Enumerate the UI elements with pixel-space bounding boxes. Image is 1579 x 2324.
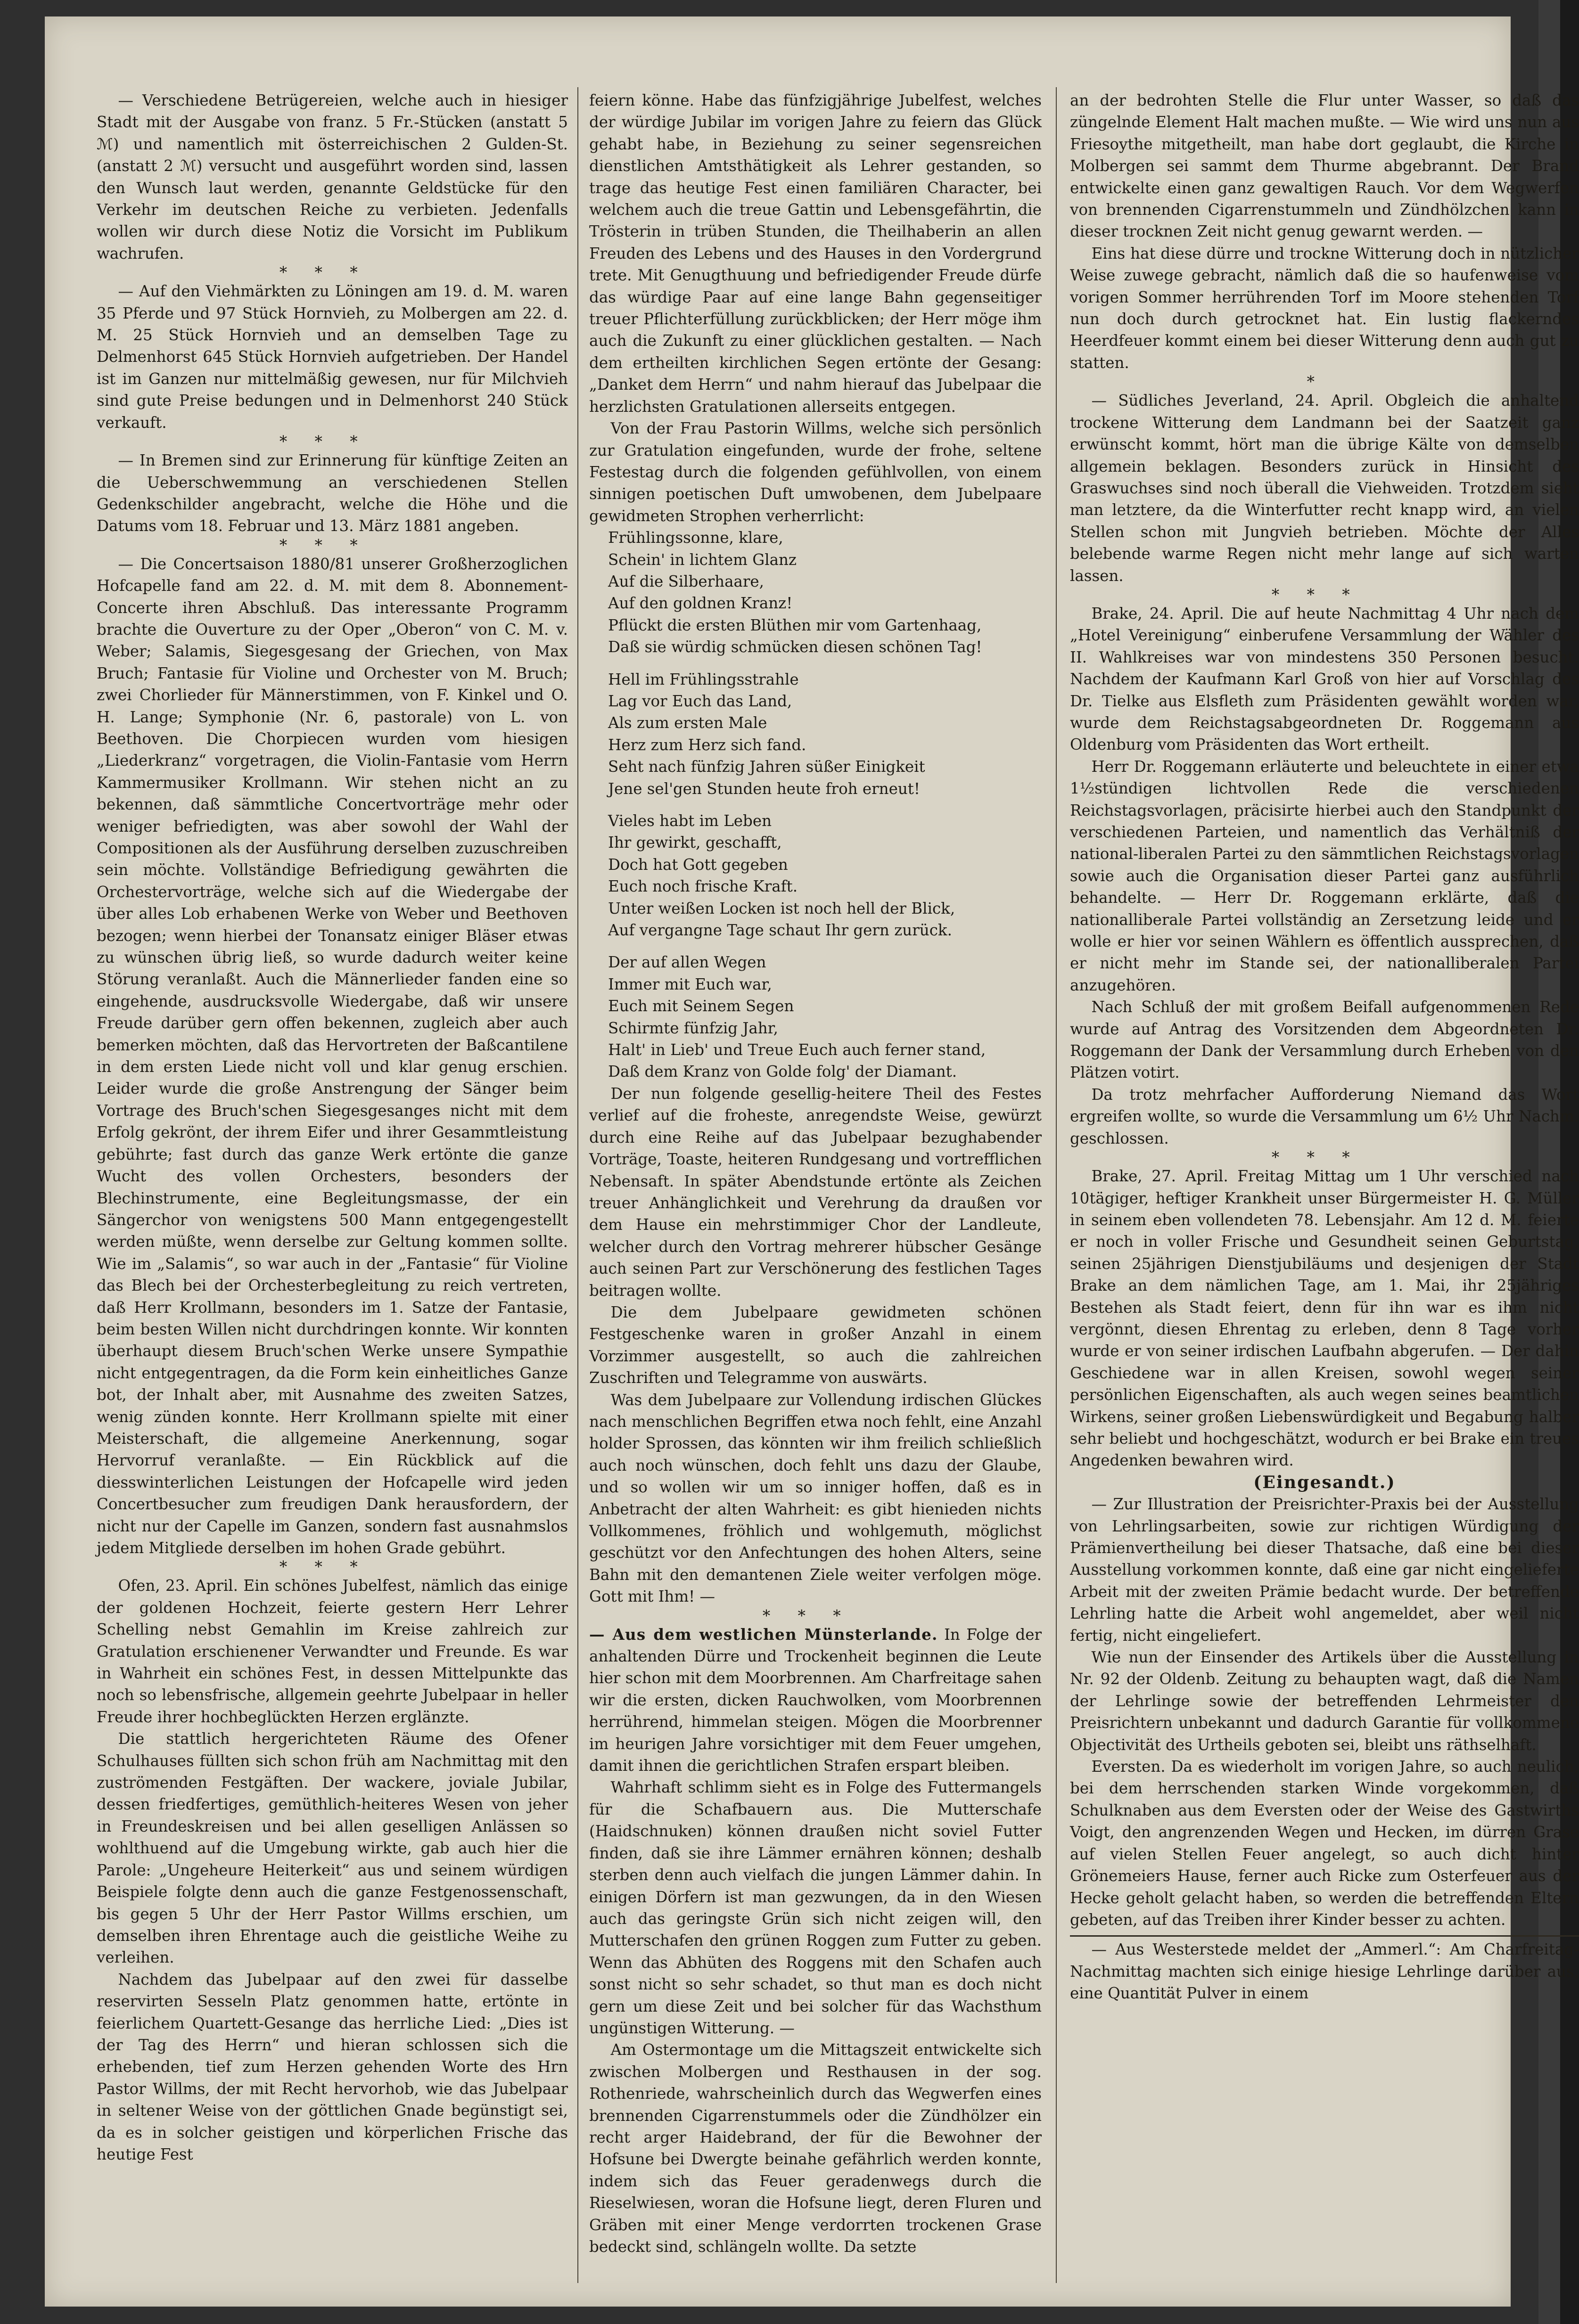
column-1 xyxy=(97,90,568,2165)
article-westerstede: — Aus Westerstede meldet der „Ammerl.“: Am Charfreitag-Nachmittag machten sich einige hiesige Lehrlinge darüber aus, eine Quantität Pulver in einem xyxy=(1070,1940,1579,2003)
article-ofen-geschenke: Die dem Jubelpaare gewidmeten schönen Festgeschenke waren in großer Anzahl in einem Vorzimmer ausgestellt, so auch die zahlreichen Zuschriften und Telegramme von auswärts. xyxy=(589,1303,1042,1387)
article-brake-versammlung: Brake, 24. April. Die auf heute Nachmittag 4 Uhr nach dem „Hotel Vereinigung“ einberufene Versammlung der Wähler des II. Wahlkreises war von mindestens 350 Personen besucht. Nachdem der Kaufmann Karl Groß von hier auf Vorschlag des Dr. Tielke aus Elsfleth zum Präsidenten gewählt worden war, wurde dem Reichstagsabgeordneten Dr. Roggemann aus Oldenburg vom Präsidenten das Wort ertheilt. xyxy=(1070,604,1579,754)
poem-line: Seht nach fünfzig Jahren süßer Einigkeit xyxy=(608,758,925,776)
poem-line: Auf die Silberhaare, xyxy=(608,572,764,590)
section-separator: * xyxy=(1307,373,1342,391)
poem-line: Lag vor Euch das Land, xyxy=(608,692,792,710)
poem-line: Vieles habt im Leben xyxy=(608,812,772,830)
poem-line: Unter weißen Locken ist noch hell der Blick, xyxy=(608,899,955,917)
poem-line: Frühlingssonne, klare, xyxy=(608,529,783,547)
article-eingesandt-p2: Wie nun der Einsender des Artikels über die Ausstellung in Nr. 92 der Oldenb. Zeitung zu behaupten wagt, daß die Namen der Lehrlinge sowie der betreffenden Lehrmeister den Preisrichtern unbekannt und dadurch Garantie für vollkommene Objectivität des Urtheils geboten sei, bleibt uns räthselhaft. xyxy=(1070,1648,1579,1754)
poem-stanza-gap xyxy=(608,800,1042,810)
column-3 xyxy=(1070,90,1579,2295)
section-separator: *​** xyxy=(279,263,386,282)
poem-line: Ihr gewirkt, geschafft, xyxy=(608,834,782,852)
column-rule-1 xyxy=(577,87,578,2283)
poem-line: Als zum ersten Male xyxy=(608,714,767,732)
article-bremen: — In Bremen sind zur Erinnerung für künftige Zeiten an die Ueberschwemmung an verschiedenen Stellen Gedenkschilder angebracht, welche die Höhe und die Datums vom 18. Februar und 13. März 1881 angeben. xyxy=(97,451,568,535)
poem-stanza-gap xyxy=(608,941,1042,951)
article-brake-rede: Herr Dr. Roggemann erläuterte und beleuchtete in einer etwa 1½stündigen lichtvollen Rede die verschiedenen Reichstagsvorlagen, präcisirte hierbei auch den Standpunkt der verschiedenen Parteien, und namentlich das Verhältniß der national-liberalen Partei zu den sämmtlichen Reichstagsvorlagen sowie auch die Organisation dieser Partei ganz ausführlich behandelte. — Herr Dr. Roggemann erklärte, daß die nationalliberale Partei vollständig an Zersetzung leide und er wolle er hier vor seinen Wählern es öffentlich aussprechen, daß er nicht mehr im Stande sei, der nationalliberalen Partei anzugehören. xyxy=(1070,757,1579,994)
poem-line: Doch hat Gott gegeben xyxy=(608,855,788,874)
poem-line: Immer mit Euch war, xyxy=(608,975,772,993)
article-brake-buergermeister: Brake, 27. April. Freitag Mittag um 1 Uhr verschied nach 10tägiger, heftiger Krankheit unser Bürgermeister H. G. Müller in seinem eben vollendeten 78. Lebensjahr. Am 12 d. M. feierte er noch in voller Frische und Gesundheit seinen Geburtstag, seinen 25jährigen Dienstjubiläums und desjenigen der Stadt Brake an dem nämlichen Tage, am 1. Mai, ihr 25jähriges Bestehen als Stadt feiert, denn für ihn war es ihm nicht vergönnt, diesen Ehrentag zu erleben, denn 8 Tage vorher wurde er von seiner irdischen Laufbahn abgerufen. — Der dahin Geschiedene war in allen Kreisen, sowohl wegen seiner persönlichen Eigenschaften, als auch wegen seines beamtlichen Wirkens, seiner großen Liebenswürdigkeit und Begabung halber sehr beliebt und hochgeschätzt, wodurch er bei Brake ein treues Angedenken bewahren wird. xyxy=(1070,1167,1579,1470)
poem-line: Der auf allen Wegen xyxy=(608,953,766,972)
section-separator: *​** xyxy=(1271,1148,1378,1167)
article-ofen-p2: Die stattlich hergerichteten Räume des Ofener Schulhauses füllten sich schon früh am Nachmittag mit den zuströmenden Festgäften. Der wackere, joviale Jubilar, dessen friedfertiges, gemüthlich-heiteres Wesen von jeher in Freundeskreisen und bei allen geselligen Anlässen so wohlthuend auf die Umgebung wirkte, gab auch hier die Parole: „Ungeheure Heiterkeit“ aus und seinem würdigen Beispiele folgte denn auch die ganze Festgenossenschaft, bis gegen 5 Uhr der Herr Pastor Willms erschien, um demselben ihren Ehrentage auch die geistliche Weihe zu verleihen. xyxy=(97,1730,568,1967)
article-ofen-p3: Nachdem das Jubelpaar auf den zwei für dasselbe reservirten Sesseln Platz genommen hatte, ertönte in feierlichem Quartett-Gesange das herrliche Lied: „Dies ist der Tag des Herrn“ und hieran schlossen sich die erhebenden, tief zum Herzen gehenden Worte des Hrn Pastor Willms, der mit Recht hervorhob, wie das Jubelpaar in seltener Weise von der göttlichen Gnade begünstigt sei, da es in solcher geistigen und körperlichen Frische das heutige Fest xyxy=(97,1970,568,2163)
article-muensterland-text: In Folge der anhaltenden Dürre und Trockenheit beginnen die Leute hier schon mit dem Moorbrennen. Am Charfreitage sahen wir die ersten, dicken Rauchwolken, vom Moorbrennen herrührend, himmelan steigen. Mögen die Moorbrenner im heurigen Jahre vorsichtiger mit dem Feuer umgehen, damit ihnen die gerichtlichen Strafen erspart bleiben. xyxy=(589,1625,1042,1775)
poem-line: Daß dem Kranz von Golde folg' der Diamant. xyxy=(608,1063,957,1081)
article-eingesandt: — Zur Illustration der Preisrichter-Praxis bei der Ausstellung von Lehrlingsarbeiten, sowie zur richtigen Würdigung der Prämienvertheilung bei dieser Thatsache, daß eine bei dieser Ausstellung vorkommen konnte, daß eine gar nicht eingelieferte Arbeit mit der zweiten Prämie bedacht wurde. Der betreffende Lehrling hatte die Arbeit wohl angemeldet, aber weil nicht fertig, nicht eingeliefert. xyxy=(1070,1495,1579,1645)
poem-line: Jene sel'gen Stunden heute froh erneut! xyxy=(608,779,920,798)
poem-stanza-gap xyxy=(608,658,1042,669)
section-separator: *​** xyxy=(279,536,386,554)
poem-line: Auf den goldnen Kranz! xyxy=(608,594,793,613)
column-2 xyxy=(589,90,1042,2258)
article-viehmaerkte: — Auf den Viehmärkten zu Löningen am 19. d. M. waren 35 Pferde und 97 Stück Hornvieh, zu Molbergen am 22. d. M. 25 Stück Hornvieh und an demselben Tage zu Delmenhorst 645 Stück Hornvieh aufgetrieben. Der Handel ist im Ganzen nur mittelmäßig gewesen, nur für Milchvieh sind gute Preise bedungen und in Delmenhorst 240 Stück verkauft. xyxy=(97,282,568,432)
poem-strophes xyxy=(589,527,1042,1083)
section-separator: *​** xyxy=(1271,585,1378,604)
poem-line: Pflückt die ersten Blüthen mir vom Gartenhaag, xyxy=(608,616,982,634)
article-eversten: Eversten. Da es wiederholt im vorigen Jahre, so auch neulich, bei dem herrschenden starken Winde vorgekommen, daß Schulknaben aus dem Eversten oder der Weise des Gastwirths Voigt, den angrenzenden Wegen und Hecken, im dürren Grase auf vielen Stellen Feuer angelegt, so auch dicht hinter Grönemeiers Hause, ferner auch Ricke zum Osterfeuer aus der Hecke geholt gelacht haben, so werden die betreffenden Eltern gebeten, auf das Treiben ihrer Kinder besser zu achten. xyxy=(1070,1758,1579,1929)
article-brand-continued: an der bedrohten Stelle die Flur unter Wasser, so daß das züngelnde Element Halt machen mußte. — Wie wird uns nun aus Friesoythe mitgetheilt, man habe dort geglaubt, die Kirche in Molbergen sei sammt dem Thurme abgebrannt. Der Brand entwickelte einen ganz gewaltigen Rauch. Vor dem Wegwerfen von brennenden Cigarrenstummeln und Zündhölzchen kann in dieser trocknen Zeit nicht genug gewarnt werden. — xyxy=(1070,91,1579,241)
section-separator: *​** xyxy=(279,1558,386,1576)
poem-line: Euch noch frische Kraft. xyxy=(608,877,798,896)
article-muensterland xyxy=(589,1624,1042,1777)
poem-line: Herz zum Herz sich fand. xyxy=(608,736,806,754)
poem-line: Auf vergangne Tage schaut Ihr gern zurück. xyxy=(608,921,952,940)
column-rule-2 xyxy=(1056,87,1057,2283)
poem-line: Daß sie würdig schmücken diesen schönen Tag! xyxy=(608,638,982,656)
poem-line: Hell im Frühlingsstrahle xyxy=(608,670,799,688)
article-ofen-festes: Der nun folgende gesellig-heitere Theil des Festes verlief auf die froheste, anregendste Weise, gewürzt durch eine Reihe auf das Jubelpaar bezughabender Vorträge, Toaste, heiteren Rundgesang und vortrefflichen Nebensaft. In später Abendstunde ertönte als Zeichen treuer Anhänglichkeit und Verehrung da draußen vor dem Hause ein mehrstimmiger Chor der Landleute, welcher durch den Vortrag mehrerer hübscher Gesänge auch seinen Part zur Verschönerung des festlichen Tages beitragen wollte. xyxy=(589,1084,1042,1300)
article-ofen-jubelfest: Ofen, 23. April. Ein schönes Jubelfest, nämlich das einige der goldenen Hochzeit, feierte gestern Herr Lehrer Schelling nebst Gemahlin im Kreise zahlreich zur Gratulation erschienener Verwandter und Freunde. Es war in Wahrheit ein schönes Fest, in dessen Mittelpunkte das noch so lebensfrische, allgemein geehrte Jubelpaar in heller Freude ihrer hochbeglückten Herzen erglänzte. xyxy=(97,1577,568,1726)
horizontal-rule xyxy=(1070,1935,1579,1937)
article-witterung: Eins hat diese dürre und trockne Witterung doch in nützlicher Weise zuwege gebracht, nämlich daß die so haufenweise vom vorigen Sommer herrührenden Torf im Moore stehenden Torf nun doch durch getrocknet hat. Ein lustig flackerndes Heerdfeuer kommt einem bei dieser Witterung denn auch gut zu statten. xyxy=(1070,244,1579,372)
section-separator: *​** xyxy=(279,433,386,451)
article-brake-schluss: Nach Schluß der mit großem Beifall aufgenommenen Rede wurde auf Antrag des Vorsitzenden dem Abgeordneten Dr. Roggemann der Dank der Versammlung durch Erheben von den Plätzen votirt. xyxy=(1070,998,1579,1082)
article-ofen-wunsch: Was dem Jubelpaare zur Vollendung irdischen Glückes nach menschlichen Begriffen etwa noch fehlt, eine Anzahl holder Sprossen, das könnten wir ihm freilich schließlich auch noch wünschen, doch fehlt uns dazu der Glaube, und so wollen wir um so inniger hoffen, daß es in Anbetracht der alten Wahrheit: es gibt hienieden nichts Vollkommenes, fröhlich und wohlgemuth, möglichst geschützt vor den Anfechtungen des hohen Alters, seine Bahn mit den demantenen Ziele weiter verfolgen möge. Gott mit Ihm! — xyxy=(589,1391,1042,1606)
poem-line: Schirmte fünfzig Jahr, xyxy=(608,1019,778,1037)
poem-line: Schein' in lichtem Glanz xyxy=(608,550,797,569)
article-muensterland-heading: — Aus dem westlichen Münsterlande. xyxy=(589,1625,938,1644)
article-brake-geschlossen: Da trotz mehrfacher Aufforderung Niemand das Wort ergreifen wollte, so wurde die Versammlung um 6½ Uhr Nachm. geschlossen. xyxy=(1070,1085,1579,1147)
article-concertsaison: — Die Concertsaison 1880/81 unserer Großherzoglichen Hofcapelle fand am 22. d. M. mit dem 8. Abonnement-Concerte ihren Abschluß. Das interessante Programm brachte die Ouverture zu der Oper „Oberon“ von C. M. v. Weber; Salamis, Siegesgesang der Griechen, von Max Bruch; Fantasie für Violine und Orchester von M. Bruch; zwei Chorlieder für Männerstimmen, von F. Kinkel und O. H. Lange; Symphonie (Nr. 6, pastorale) von L. von Beethoven. Die Chorpiecen wurden vom hiesigen „Liederkranz“ vorgetragen, die Violin-Fantasie vom Herrn Kammermusiker Krollmann. Wir stehen nicht an zu bekennen, daß sämmtliche Concertvorträge mehr oder weniger befriedigten, was aber sowohl der Wahl der Compositionen als der Ausführung derselben zuzuschreiben sein möchte. Vollständige Befriedigung gewährten die Orchestervorträge, welche sich auf die Wiedergabe der über alles Lob erhabenen Werke von Weber und Beethoven bezogen; wenn hierbei der Tonansatz einiger Bläser etwas zu wünschen übrig ließ, so wurde dadurch weiter keine Störung veranlaßt. Auch die Männerlieder fanden eine so eingehende, ausdrucksvolle Wiedergabe, daß wir unsere Freude darüber gern offen bekennen, zugleich aber auch bemerken möchten, daß das Hervortreten der Baßcantilene in dem ersten Liede nicht voll und klar genug erschien. Leider wurde die große Anstrengung der Sänger beim Vortrage des Bruch'schen Siegesgesanges nicht mit dem Erfolg gekrönt, der ihrem Eifer und ihrer Gesammtleistung gebührte; fast durch das ganze Werk ertönte die ganze Wucht des vollen Orchesters, besonders der Blechinstrumente, eine Begleitungsmasse, der ein Sängerchor von wenigstens 500 Mann entgegengestellt werden müßte, wenn derselbe zur Geltung kommen sollte. Wie im „Salamis“, so war auch in der „Fantasie“ für Violine das Blech bei der Orchesterbegleitung zu reich vertreten, daß Herr Krollmann, besonders im 1. Satze der Fantasie, beim besten Willen nicht durchdringen konnte. Wir konnten überhaupt diesem Bruch'schen Werke unsere Sympathie nicht entgegentragen, da die Form kein einheitliches Ganze bot, der Inhalt aber, mit Ausnahme des zweiten Satzes, wenig zünden konnte. Herr Krollmann spielte mit einer Meisterschaft, die allgemeine Anerkennung, sogar Hervorruf veranlaßte. — Ein Rückblick auf die diesswinterlichen Leistungen der Hofcapelle wird jeden Concertbesucher zum freudigen Dank herausfordern, der nicht nur der Capelle im Ganzen, sondern fast ausnahmslos jedem Mitgliede derselben im hohen Grade gebührt. xyxy=(97,555,568,1557)
poem-line: Halt' in Lieb' und Treue Euch auch ferner stand, xyxy=(608,1041,986,1059)
article-muensterland-brand: Am Ostermontage um die Mittagszeit entwickelte sich zwischen Molbergen und Resthausen in der sog. Rothenriede, wahrscheinlich durch das Wegwerfen eines brennenden Cigarrenstummels oder die Zündhölzer ein recht arger Haidebrand, der für die Bewohner der Hofsune bei Dwergte beinahe gefährlich werden konnte, indem sich das Feuer geradenwegs durch die Rieselwiesen, woran die Hofsune liegt, deren Fluren und Gräben mit einer Menge verdorrten trockenen Grase bedeckt sind, schlängeln wollte. Da setzte xyxy=(589,2041,1042,2256)
article-ofen-pastorin: Von der Frau Pastorin Willms, welche sich persönlich zur Gratulation eingefunden, wurde der frohe, seltene Festestag durch die folgenden gefühlvollen, von einem sinnigen poetischen Duft umwobenen, dem Jubelpaare gewidmeten Strophen verherrlicht: xyxy=(589,419,1042,525)
article-jeverland: — Südliches Jeverland, 24. April. Obgleich die anhaltend trockene Witterung dem Landmann bei der Saatzeit ganz erwünscht kommt, hört man die übrige Kälte von demselben allgemein beklagen. Besonders zurück in Hinsicht des Graswuchses sind noch überall die Viehweiden. Trotzdem sieht man letztere, da die Winterfutter recht knapp wird, an vielen Stellen schon mit Jungvieh betrieben. Möchte der Alles belebende warme Regen nicht mehr lange auf sich warten lassen. xyxy=(1070,392,1579,585)
article-ofen-continued: feiern könne. Habe das fünfzigjährige Jubelfest, welches der würdige Jubilar im vorigen Jahre zu feiern das Glück gehabt habe, in Beziehung zu seiner segensreichen dienstlichen Amtsthätigkeit als Lehrer gestanden, so trage das heutige Fest einen familiären Character, bei welchem auch die treue Gattin und Lebensgefährtin, die Trösterin in trüben Stunden, die Theilhaberin an allen Freuden des Lebens und des Hauses in den Vordergrund trete. Mit Genugthuung und befriedigender Freude dürfe das würdige Paar auf eine lange Bahn gegenseitiger treuer Pflichterfüllung zurückblicken; der Herr möge ihm auch die Zukunft zu einer glücklichen gestalten. — Nach dem ertheilten kirchlichen Segen ertönte der Gesang: „Danket dem Herrn“ und nahm hierauf das Jubelpaar die herzlichsten Gratulationen allerseits entgegen. xyxy=(589,91,1042,416)
article-betruegereien: — Verschiedene Betrügereien, welche auch in hiesiger Stadt mit der Ausgabe von franz. 5 Fr.-Stücken (anstatt 5 ℳ) und namentlich mit österreichischen 2 Gulden-St. (anstatt 2 ℳ) versucht und ausgeführt worden sind, lassen den Wunsch laut werden, genannte Geldstücke für den Verkehr im deutschen Reiche zu verbieten. Jedenfalls wollen wir durch diese Notiz die Vorsicht im Publikum wachrufen. xyxy=(97,91,568,262)
section-separator: *​** xyxy=(762,1606,869,1625)
poem-line: Euch mit Seinem Segen xyxy=(608,997,794,1015)
eingesandt-heading: (Eingesandt.) xyxy=(1253,1472,1396,1492)
article-muensterland-futter: Wahrhaft schlimm sieht es in Folge des Futtermangels für die Schafbauern aus. Die Mutterschafe (Haidschnuken) können draußen nicht soviel Futter finden, daß sie ihre Lämmer ernähren können; deshalb sterben denn auch vielfach die jungen Lämmer dahin. In einigen Dörfern ist man gezwungen, da in den Wiesen auch das geringste Grün sich nicht zeigen will, den Mutterschafen den grünen Roggen zum Futter zu geben. Wenn das Abhüten des Roggens mit den Schafen auch sonst nicht so sehr schadet, so thut man es doch nicht gern um diese Zeit und bei solcher für das Wachsthum ungünstigen Witterung. — xyxy=(589,1778,1042,2037)
